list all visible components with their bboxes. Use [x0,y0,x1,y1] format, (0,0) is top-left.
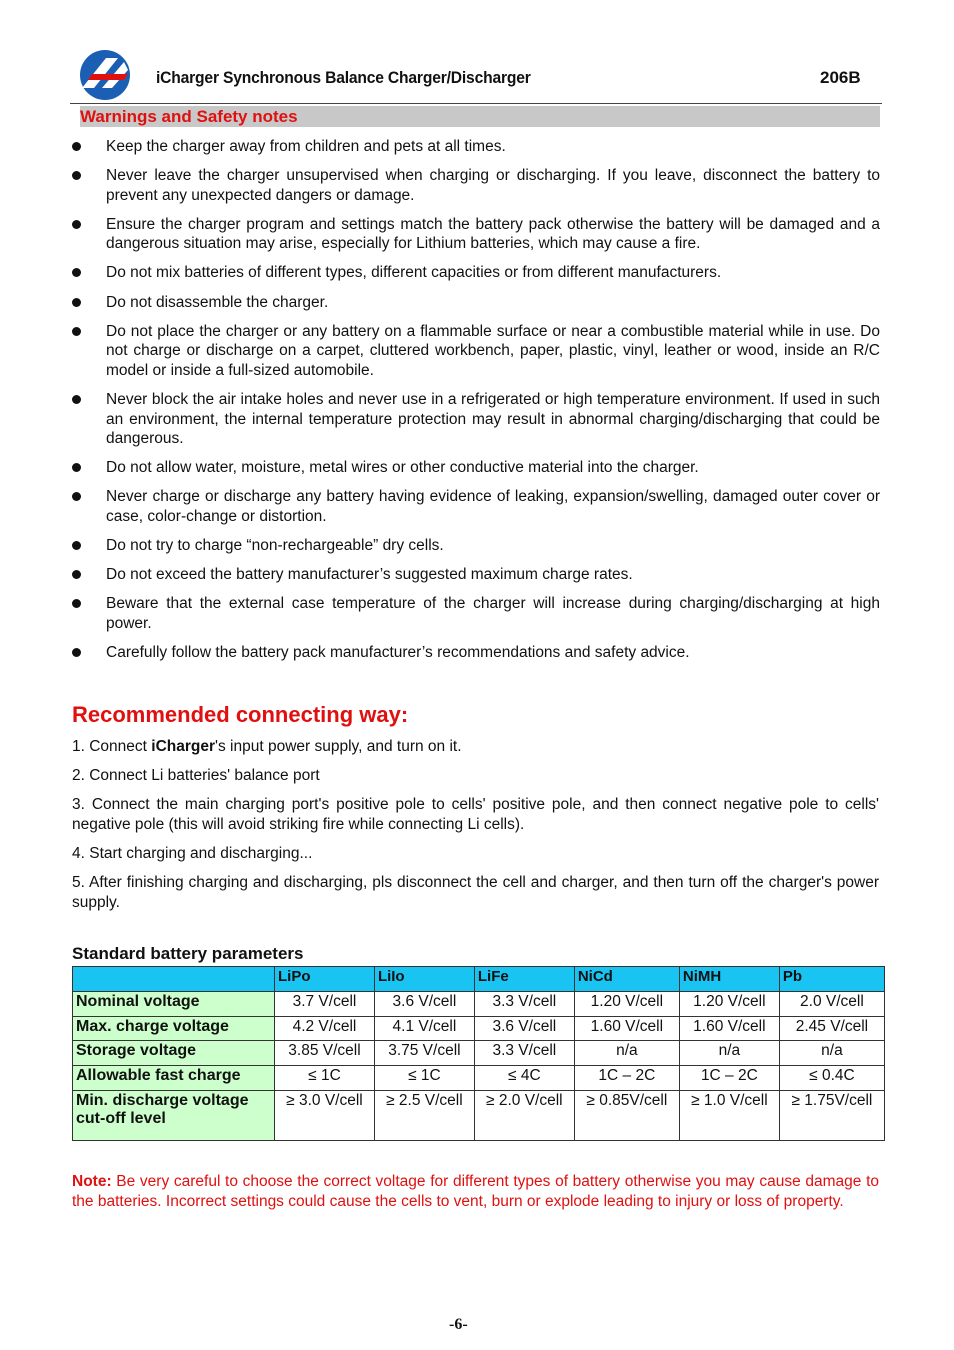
column-header: Pb [779,967,884,992]
list-item: Never block the air intake holes and never use in a refrigerated or high temperature environment. If used in such an environment, the internal temperature protection may result in abnormal charging/discharging that could be dangerous. [72,390,880,449]
table-cell: n/a [574,1041,679,1066]
step-2: 2. Connect Li batteries' balance port [72,767,320,785]
table-cell: 4.2 V/cell [275,1016,375,1041]
step-5: 5. After finishing charging and discharging, pls disconnect the cell and charger, and then turn off the charger's power supply. [72,873,879,911]
table-row [73,1041,885,1066]
table-cell: n/a [779,1041,884,1066]
list-item: Never leave the charger unsupervised when charging or discharging. If you leave, disconnect the battery to prevent any unexpected dangers or damage. [72,166,880,205]
table-cell: 3.3 V/cell [474,992,574,1017]
bullet-icon [72,327,81,336]
table-cell: ≥ 0.85V/cell [574,1090,679,1140]
list-item: Beware that the external case temperature of the charger will increase during charging/discharging at high power. [72,594,880,633]
bullet-icon [72,541,81,550]
header-divider [70,103,882,104]
page-number: -6- [449,1316,468,1333]
list-item: Do not exceed the battery manufacturer’s suggested maximum charge rates. [72,565,880,585]
table-cell: ≤ 1C [275,1066,375,1091]
bullet-icon [72,298,81,307]
row-label: Nominal voltage [73,992,275,1017]
table-cell: ≤ 1C [374,1066,474,1091]
table-row [73,1066,885,1091]
warnings-list [72,137,880,672]
table-cell: ≤ 4C [474,1066,574,1091]
table-row [73,992,885,1017]
bullet-icon [72,492,81,501]
connecting-steps [72,737,879,922]
table-cell: 4.1 V/cell [374,1016,474,1041]
bullet-icon [72,142,81,151]
table-cell: 3.6 V/cell [374,992,474,1017]
table-cell: 2.0 V/cell [779,992,884,1017]
table-cell: ≥ 3.0 V/cell [275,1090,375,1140]
row-label: Storage voltage [73,1041,275,1066]
brand-logo-icon [72,48,138,102]
column-header: LiFe [474,967,574,992]
connecting-title: Recommended connecting way: [72,702,409,727]
table-cell: ≤ 0.4C [779,1066,884,1091]
warning-note [72,1172,879,1211]
column-header: NiMH [679,967,779,992]
params-table [72,966,885,1141]
bullet-icon [72,648,81,657]
bullet-icon [72,268,81,277]
bullet-icon [72,463,81,472]
list-item: Do not mix batteries of different types, different capacities or from different manufacturers. [72,263,880,283]
row-label: Allowable fast charge [73,1066,275,1091]
table-cell: 1.60 V/cell [574,1016,679,1041]
table-cell: 1C – 2C [679,1066,779,1091]
warnings-title: Warnings and Safety notes [80,107,298,126]
column-header: NiCd [574,967,679,992]
table-cell: 3.6 V/cell [474,1016,574,1041]
column-header: LiPo [275,967,375,992]
bullet-icon [72,570,81,579]
table-cell: 3.3 V/cell [474,1041,574,1066]
list-item: Do not place the charger or any battery on a flammable surface or near a combustible material while in use. Do not charge or discharge on a carpet, cluttered workbench, paper, plastic, vinyl, leather or wood, inside an R/C model or inside a full-sized automobile. [72,322,880,381]
column-header: LiIo [374,967,474,992]
step-3: 3. Connect the main charging port's positive pole to cells' positive pole, and then connect negative pole to cells' negative pole (this will avoid striking fire while connecting Li cells). [72,796,879,833]
table-cell: 1.60 V/cell [679,1016,779,1041]
list-item: Do not allow water, moisture, metal wires or other conductive material into the charger. [72,458,880,478]
table-header-row [73,967,885,992]
table-row [73,1090,885,1140]
header-title: iCharger Synchronous Balance Charger/Discharger [156,68,531,87]
table-cell: 1.20 V/cell [574,992,679,1017]
list-item: Ensure the charger program and settings match the battery pack otherwise the battery will be damaged and a dangerous situation may arise, especially for Lithium batteries, which may cause a fire. [72,215,880,254]
table-cell: ≥ 1.75V/cell [779,1090,884,1140]
list-item: Carefully follow the battery pack manufacturer’s recommendations and safety advice. [72,643,880,663]
row-label: Max. charge voltage [73,1016,275,1041]
row-label: Min. discharge voltage cut-off level [73,1090,275,1140]
table-cell: 1.20 V/cell [679,992,779,1017]
list-item: Never charge or discharge any battery having evidence of leaking, expansion/swelling, damaged outer cover or case, color-change or distortion. [72,487,880,526]
table-cell: ≥ 2.5 V/cell [374,1090,474,1140]
params-table-title: Standard battery parameters [72,944,304,963]
table-row [73,1016,885,1041]
step-1: 1. Connect iCharger's input power supply, and turn on it. [72,738,462,755]
table-cell: 3.7 V/cell [275,992,375,1017]
table-cell: 3.75 V/cell [374,1041,474,1066]
list-item: Do not disassemble the charger. [72,293,880,313]
table-cell: ≥ 1.0 V/cell [679,1090,779,1140]
table-cell: 3.85 V/cell [275,1041,375,1066]
bullet-icon [72,171,81,180]
table-cell: n/a [679,1041,779,1066]
table-cell: 2.45 V/cell [779,1016,884,1041]
bullet-icon [72,220,81,229]
step-4: 4. Start charging and discharging... [72,844,313,862]
table-cell: ≥ 2.0 V/cell [474,1090,574,1140]
note-text: Be very careful to choose the correct voltage for different types of battery otherwise you may cause damage to the batteries. Incorrect settings could cause the cells to vent, burn or explode leading to injury or loss of property. [72,1173,879,1210]
bullet-icon [72,599,81,608]
list-item: Keep the charger away from children and pets at all times. [72,137,880,157]
header-model: 206B [820,68,861,87]
table-cell: 1C – 2C [574,1066,679,1091]
column-header [73,967,275,992]
note-label: Note: [72,1173,112,1190]
list-item: Do not try to charge “non-rechargeable” dry cells. [72,536,880,556]
bullet-icon [72,395,81,404]
